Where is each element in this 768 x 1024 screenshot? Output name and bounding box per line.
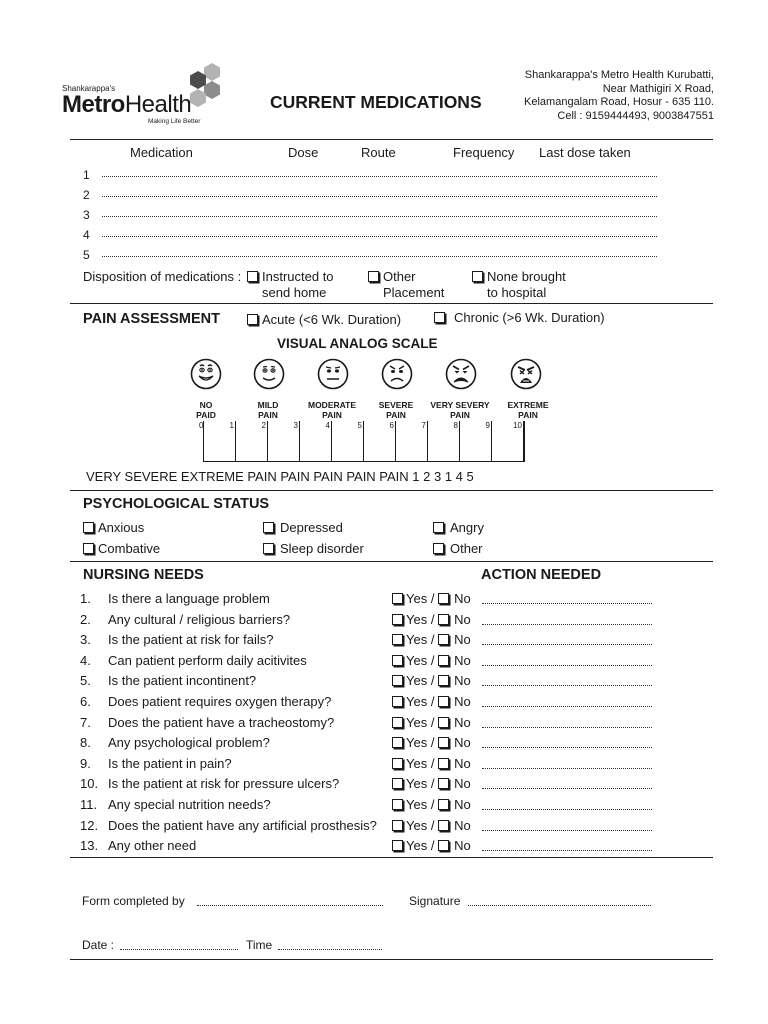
yes-checkbox[interactable] [392,655,403,666]
very-severe-pain-face-icon [445,358,477,390]
yes-no-choice[interactable] [392,735,471,750]
form-completed-by-field[interactable] [197,905,383,906]
nursing-question-text: Is the patient at risk for pressure ulcers? [108,776,340,791]
nursing-question-number: 3. [80,632,91,647]
logo-health: Health [124,91,192,118]
nursing-question-number: 12. [80,818,99,833]
no-label: No [454,632,471,647]
yes-checkbox[interactable] [392,737,403,748]
med-row-number: 2 [83,188,90,202]
no-checkbox[interactable] [438,778,449,789]
nursing-question-number: 2. [80,612,91,627]
no-label: No [454,715,471,730]
face-label: MILD PAIN [257,400,279,420]
severe-pain-face-icon [381,358,413,390]
yes-label: Yes / [406,756,435,771]
pain-chronic-option[interactable]: Chronic (>6 Wk. Duration) [434,310,605,326]
nursing-needs-heading: NURSING NEEDS [83,567,204,583]
logo-tagline: Making Life Better [148,118,201,125]
yes-no-choice[interactable] [392,591,471,606]
med-row-number: 5 [83,248,90,262]
med-row-line[interactable] [102,196,657,197]
disposition-option-line2: to hospital [487,285,547,300]
yes-label: Yes / [406,715,435,730]
divider [70,857,713,858]
date-label: Date : [82,938,115,952]
action-needed-field[interactable] [482,644,652,645]
checkbox[interactable] [247,271,258,282]
nursing-question-text: Is the patient at risk for fails? [108,632,274,647]
yes-label: Yes / [406,591,435,606]
ruler-tick-label: 1 [229,421,234,430]
psych-option-angry[interactable]: Angry [433,520,484,536]
no-label: No [454,797,471,812]
yes-checkbox[interactable] [392,614,403,625]
no-label: No [454,591,471,606]
yes-label: Yes / [406,818,435,833]
yes-checkbox[interactable] [392,758,403,769]
face-label: VERY SEVERY PAIN [430,400,490,420]
time-label: Time [246,938,273,952]
moderate-pain-face-icon [317,358,349,390]
ruler-tick-label: 10 [513,421,522,430]
no-checkbox[interactable] [438,758,449,769]
ruler-tick [235,421,236,461]
disposition-option-send-home[interactable]: Instructed to [247,269,334,285]
psych-option-combative[interactable]: Combative [83,541,160,557]
ruler-tick-label: 5 [357,421,362,430]
yes-checkbox[interactable] [392,634,403,645]
divider [70,139,713,140]
disposition-option-line2: send home [262,285,327,300]
nursing-question-text: Is the patient in pain? [108,756,232,771]
page-title: CURRENT MEDICATIONS [270,92,482,112]
yes-no-choice[interactable] [392,756,471,771]
checkbox[interactable] [247,314,258,325]
nursing-question-number: 9. [80,756,91,771]
checkbox[interactable] [433,543,444,554]
no-checkbox[interactable] [438,696,449,707]
action-needed-heading: ACTION NEEDED [481,567,602,583]
checkbox[interactable] [263,522,274,533]
ruler-tick-label: 6 [389,421,394,430]
column-dose: Dose [288,145,319,160]
psych-option-anxious[interactable]: Anxious [83,520,144,536]
action-needed-field[interactable] [482,706,652,707]
signature-field[interactable] [468,905,651,906]
date-field[interactable] [120,949,238,950]
yes-no-choice[interactable] [392,797,471,812]
visual-analog-scale-title: VISUAL ANALOG SCALE [277,336,438,351]
nursing-question-text: Is there a language problem [108,591,270,606]
checkbox[interactable] [83,543,94,554]
ruler-baseline [203,461,525,462]
action-needed-field[interactable] [482,665,652,666]
disposition-label: Disposition of medications : [83,269,242,284]
mild-pain-face-icon [253,358,285,390]
no-label: No [454,756,471,771]
no-checkbox[interactable] [438,799,449,810]
ruler-tick-label: 0 [199,421,204,430]
yes-no-choice[interactable] [392,653,471,668]
ruler-tick [331,421,332,461]
psych-option-depressed[interactable]: Depressed [263,520,343,536]
nursing-question-text: Any special nutrition needs? [108,797,271,812]
psychological-status-heading: PSYCHOLOGICAL STATUS [83,496,270,512]
ruler-tick [427,421,428,461]
pain-scale-caption: VERY SEVERE EXTREME PAIN PAIN PAIN PAIN PAIN 1 2 3 1 4 5 [86,469,474,484]
psych-option-sleep-disorder[interactable]: Sleep disorder [263,541,364,557]
logo [62,62,227,128]
ruler-tick [491,421,492,461]
nursing-question-number: 6. [80,694,91,709]
yes-no-choice[interactable] [392,632,471,647]
action-needed-field[interactable] [482,809,652,810]
checkbox[interactable] [368,271,379,282]
no-checkbox[interactable] [438,655,449,666]
ruler-tick [299,421,300,461]
address-line: Near Mathigiri X Road, [602,82,714,95]
column-route: Route [361,145,396,160]
ruler-tick-label: 4 [325,421,330,430]
action-needed-field[interactable] [482,685,652,686]
column-last-dose: Last dose taken [539,145,631,160]
nursing-question-number: 13. [80,838,99,853]
yes-checkbox[interactable] [392,717,403,728]
no-checkbox[interactable] [438,840,449,851]
yes-checkbox[interactable] [392,840,403,851]
nursing-question-text: Any psychological problem? [108,735,270,750]
nursing-question-text: Does the patient have a tracheostomy? [108,715,335,730]
yes-checkbox[interactable] [392,820,403,831]
nursing-question-text: Any cultural / religious barriers? [108,612,291,627]
yes-label: Yes / [406,694,435,709]
form-completed-by-label: Form completed by [82,894,185,908]
address-line: Kelamangalam Road, Hosur - 635 110. [524,96,714,108]
disposition-option-other-placement[interactable]: Other [368,269,416,285]
no-label: No [454,776,471,791]
no-pain-face-icon [190,358,222,390]
yes-no-choice[interactable] [392,612,471,627]
extreme-pain-face-icon [510,358,542,390]
nursing-question-number: 7. [80,715,91,730]
ruler-tick [459,421,460,461]
nursing-question-text: Is the patient incontinent? [108,673,257,688]
yes-checkbox[interactable] [392,799,403,810]
nursing-question-number: 8. [80,735,91,750]
yes-label: Yes / [406,776,435,791]
no-label: No [454,838,471,853]
nursing-question-number: 10. [80,776,99,791]
med-row-line[interactable] [102,256,657,257]
ruler-tick [523,421,524,461]
disposition-option-none-brought[interactable]: None brought [472,269,566,285]
no-checkbox[interactable] [438,675,449,686]
pain-acute-option[interactable]: Acute (<6 Wk. Duration) [247,312,401,328]
divider [70,303,713,304]
ruler-tick-label: 7 [421,421,426,430]
no-label: No [454,673,471,688]
address-phone: Cell : 9159444493, 9003847551 [557,109,714,122]
nursing-question-text: Any other need [108,838,197,853]
divider [70,561,713,562]
psych-option-other[interactable]: Other [433,541,483,557]
no-checkbox[interactable] [438,634,449,645]
yes-no-choice[interactable] [392,715,471,730]
yes-label: Yes / [406,673,435,688]
yes-no-choice[interactable] [392,776,471,791]
column-frequency: Frequency [453,145,515,160]
nursing-question-text: Does the patient have any artificial prosthesis? [108,818,377,833]
no-checkbox[interactable] [438,717,449,728]
med-row-line[interactable] [102,236,657,237]
nursing-question-number: 5. [80,673,91,688]
ruler-tick-label: 2 [261,421,266,430]
yes-label: Yes / [406,612,435,627]
yes-label: Yes / [406,838,435,853]
ruler-tick [363,421,364,461]
checkbox[interactable] [434,312,445,323]
med-row-number: 4 [83,228,90,242]
no-label: No [454,612,471,627]
logo-small-text: Shankarappa's [62,84,116,93]
logo-metro: Metro [62,91,125,118]
face-label: NO PAID [196,400,216,420]
no-checkbox[interactable] [438,737,449,748]
yes-no-choice[interactable] [392,694,471,709]
address-block [524,69,714,123]
no-checkbox[interactable] [438,593,449,604]
logo-wordmark [62,92,191,118]
med-row-line[interactable] [102,216,657,217]
nursing-question-number: 4. [80,653,91,668]
med-row-number: 3 [83,208,90,222]
yes-label: Yes / [406,797,435,812]
action-needed-field[interactable] [482,768,652,769]
yes-no-choice[interactable] [392,818,471,833]
action-needed-field[interactable] [482,788,652,789]
checkbox[interactable] [433,522,444,533]
nursing-question-text: Does patient requires oxygen therapy? [108,694,332,709]
no-checkbox[interactable] [438,820,449,831]
med-row-number: 1 [83,168,90,182]
action-needed-field[interactable] [482,850,652,851]
checkbox[interactable] [472,271,483,282]
ruler-tick-label: 9 [485,421,490,430]
column-medication: Medication [130,145,193,160]
divider [70,959,713,960]
ruler-tick [395,421,396,461]
yes-checkbox[interactable] [392,675,403,686]
action-needed-field[interactable] [482,727,652,728]
yes-no-choice[interactable] [392,838,471,853]
yes-checkbox[interactable] [392,696,403,707]
no-checkbox[interactable] [438,614,449,625]
checkbox[interactable] [263,543,274,554]
checkbox[interactable] [83,522,94,533]
ruler-right-edge [524,421,525,462]
med-row-line[interactable] [102,176,657,177]
address-line: Shankarappa's Metro Health Kurubatti, [524,69,714,81]
face-label: EXTREME PAIN [507,400,549,420]
pain-assessment-heading: PAIN ASSESSMENT [83,311,220,327]
yes-checkbox[interactable] [392,778,403,789]
no-label: No [454,818,471,833]
yes-label: Yes / [406,735,435,750]
nursing-question-number: 11. [80,797,98,812]
ruler-tick-label: 3 [293,421,298,430]
face-label: SEVERE PAIN [378,400,414,420]
action-needed-field[interactable] [482,830,652,831]
action-needed-field[interactable] [482,624,652,625]
no-label: No [454,735,471,750]
action-needed-field[interactable] [482,603,652,604]
time-field[interactable] [278,949,382,950]
pain-scale-ruler[interactable] [199,421,525,463]
yes-no-choice[interactable] [392,673,471,688]
yes-label: Yes / [406,653,435,668]
yes-checkbox[interactable] [392,593,403,604]
signature-label: Signature [409,894,461,908]
ruler-tick-label: 8 [453,421,458,430]
ruler-tick [267,421,268,461]
action-needed-field[interactable] [482,747,652,748]
yes-label: Yes / [406,632,435,647]
nursing-question-text: Can patient perform daily acitivites [108,653,307,668]
disposition-option-line2: Placement [383,285,445,300]
no-label: No [454,694,471,709]
no-label: No [454,653,471,668]
face-label: MODERATE PAIN [307,400,356,420]
divider [70,490,713,491]
nursing-question-number: 1. [80,591,91,606]
